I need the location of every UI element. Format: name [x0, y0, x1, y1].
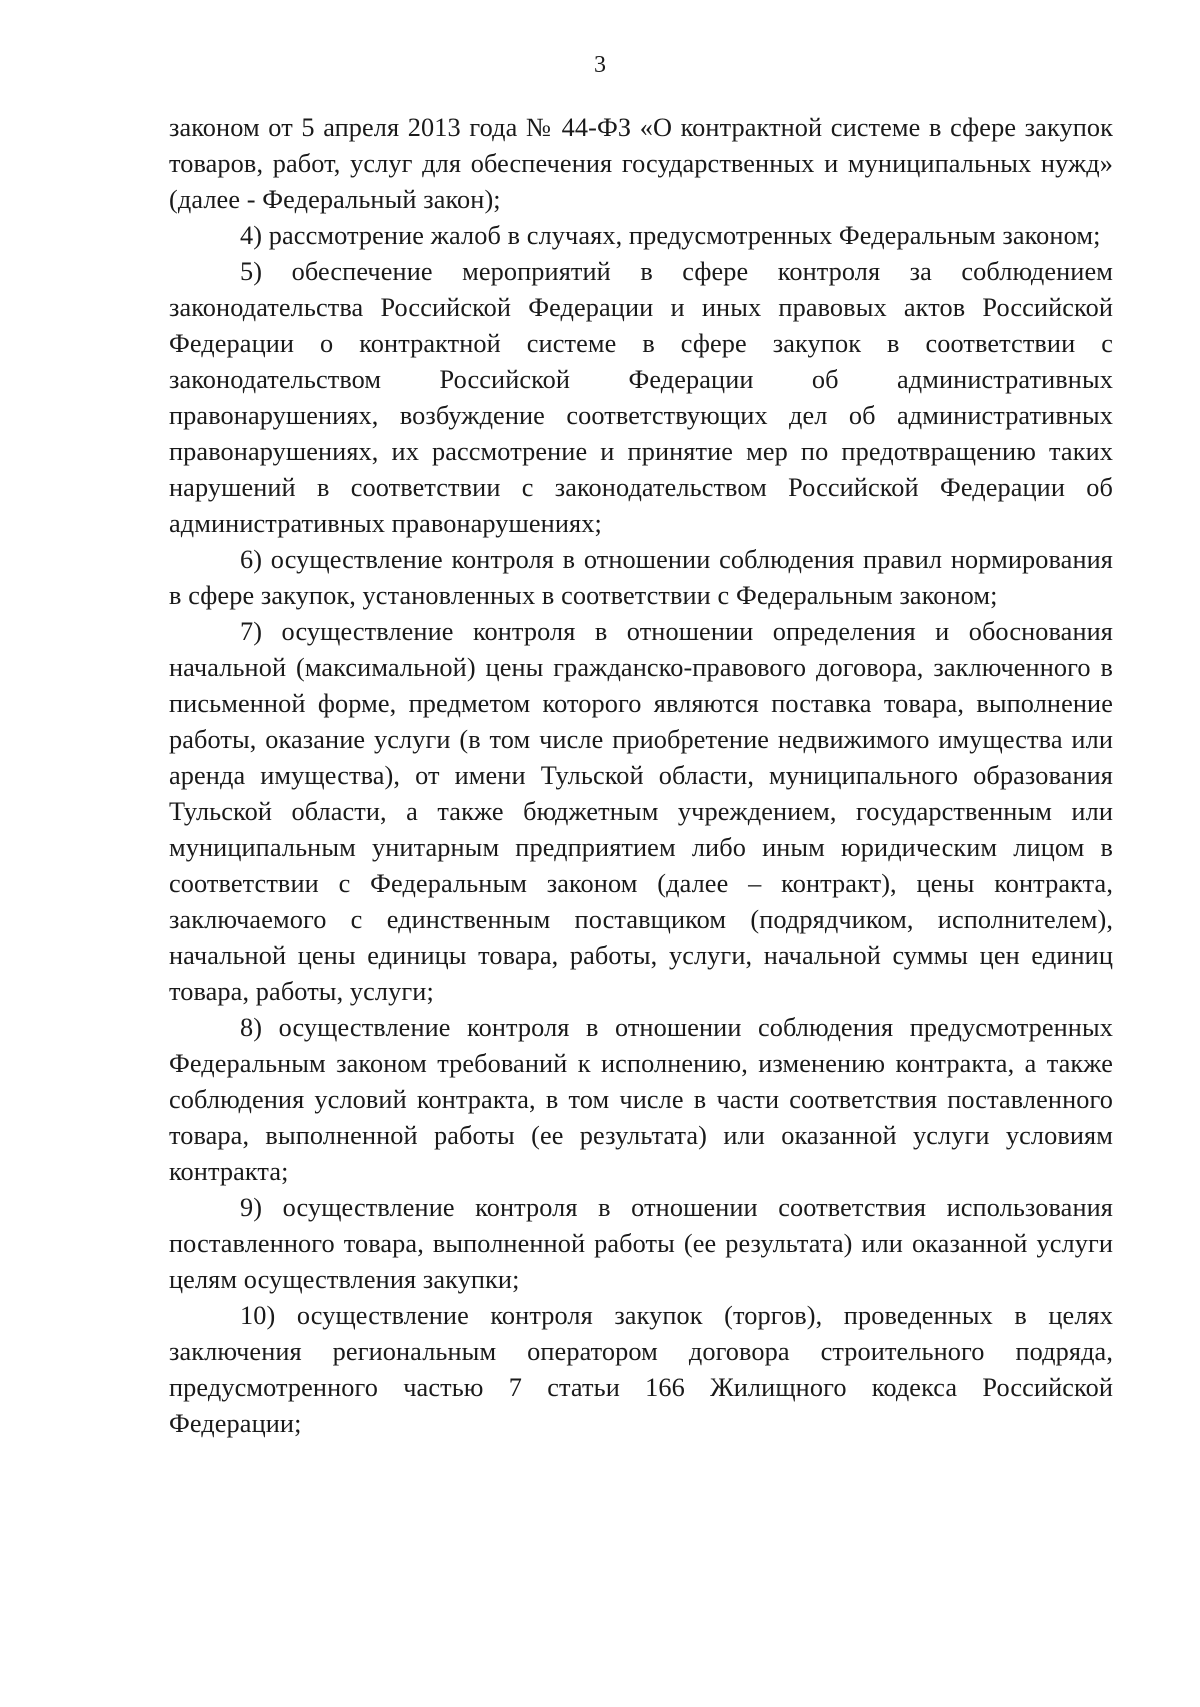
page-number: 3 [594, 52, 606, 78]
paragraph-item-5: 5) обеспечение мероприятий в сфере контроля за соблюдением законодательства Российской Федерации и иных правовых актов Российской Федерации о контрактной системе в сфере закупок в соответствии с законодательством Российской Федерации об административных правонарушениях, возбуждение соответствующих дел об административных правонарушениях, их рассмотрение и принятие мер по предотвращению таких нарушений в соответствии с законодательством Российской Федерации об административных правонарушениях; [169, 257, 1113, 538]
paragraph-item-8: 8) осуществление контроля в отношении соблюдения предусмотренных Федеральным законом требований к исполнению, изменению контракта, а также соблюдения условий контракта, в том числе в части соответствия поставленного товара, выполненной работы (ее результата) или оказанной услуги условиям контракта; [169, 1013, 1113, 1186]
paragraph-item-4: 4) рассмотрение жалоб в случаях, предусмотренных Федеральным законом; [240, 221, 1101, 250]
paragraph-item-7: 7) осуществление контроля в отношении определения и обоснования начальной (максимальной) цены гражданско-правового договора, заключенного в письменной форме, предметом которого являются поставка товара, выполнение работы, оказание услуги (в том числе приобретение недвижимого имущества или аренда имущества), от имени Тульской области, муниципального образования Тульской области, а также бюджетным учреждением, государственным или муниципальным унитарным предприятием либо иным юридическим лицом в соответствии с Федеральным законом (далее – контракт), цены контракта, заключаемого с единственным поставщиком (подрядчиком, исполнителем), начальной цены единицы товара, работы, услуги, начальной суммы цен единиц товара, работы, услуги; [169, 617, 1113, 1006]
paragraph-item-10: 10) осуществление контроля закупок (торгов), проведенных в целях заключения региональным оператором договора строительного подряда, предусмотренного частью 7 статьи 166 Жилищного кодекса Российской Федерации; [169, 1301, 1113, 1438]
document-body [169, 110, 1113, 1442]
paragraph-item-9: 9) осуществление контроля в отношении соответствия использования поставленного товара, выполненной работы (ее результата) или оказанной услуги целям осуществления закупки; [169, 1193, 1113, 1294]
paragraph-continuation: законом от 5 апреля 2013 года № 44-ФЗ «О контрактной системе в сфере закупок товаров, работ, услуг для обеспечения государственных и муниципальных нужд» (далее - Федеральный закон); [169, 113, 1113, 214]
paragraph-item-6: 6) осуществление контроля в отношении соблюдения правил нормирования в сфере закупок, установленных в соответствии с Федеральным законом; [169, 545, 1113, 610]
